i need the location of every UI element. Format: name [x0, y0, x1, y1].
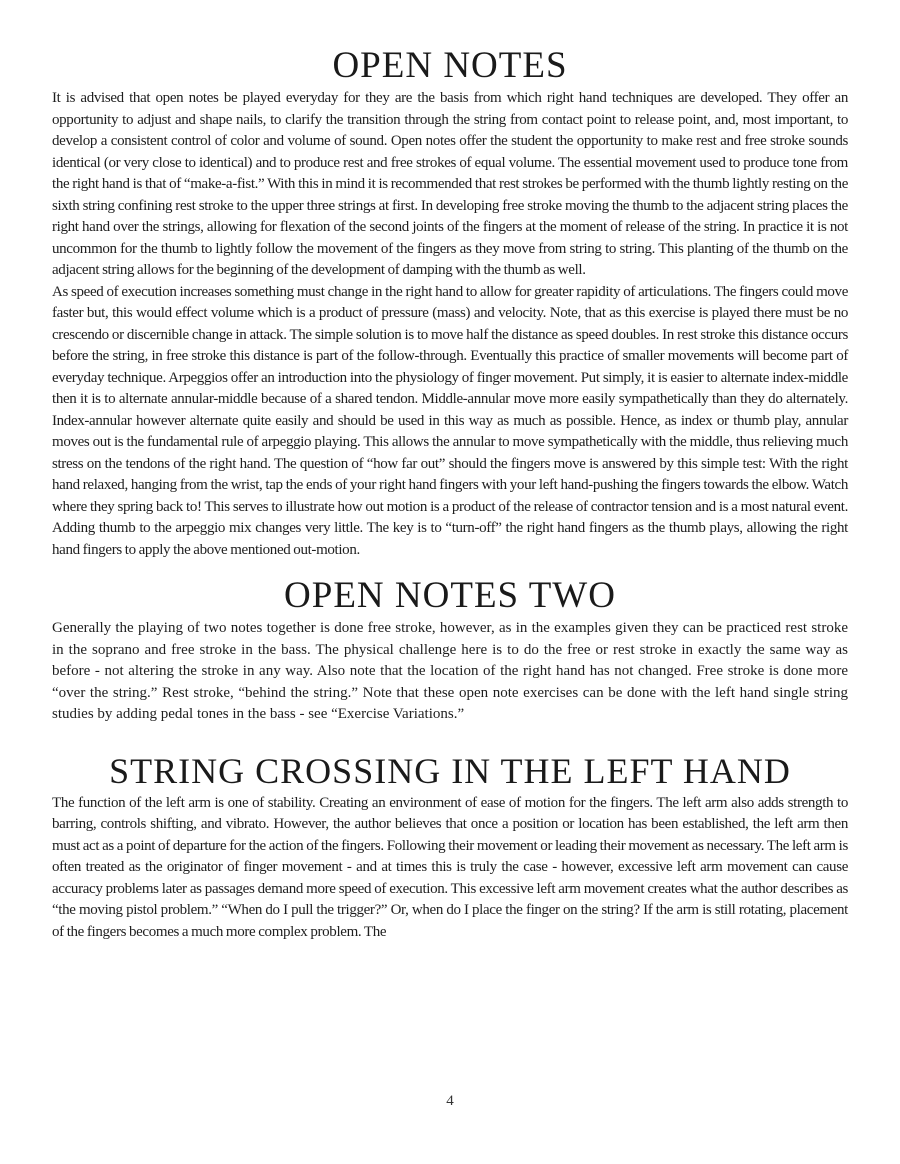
section-heading-string-crossing: STRING CROSSING IN THE LEFT HAND: [109, 750, 791, 791]
paragraph-open-notes-2: As speed of execution increases something must change in the right hand to allow for greater rapidity of articulations. The fingers could move faster but, this would effect volume which is a product of pressure (mass) and velocity. Note, that as this exercise is played there must be no crescendo or discernible change in attack. The simple solution is to move half the distance as speed doubles. In rest stroke this distance occurs before the string, in free stroke this distance is part of the follow-through. Eventually this practice of smaller movements will become part of everyday technique. Arpeggios offer an introduction into the physiology of finger movement. Put simply, it is easier to alternate index-middle then it is to alternate annular-middle because of a shared tendon. Middle-annular move more easily sympathetically than they do alternately. Index-annular however alternate quite easily and should be used in this way as much as possible. Hence, as index or thumb play, annular moves out is the fundamental rule of arpeggio playing. This allows the annular to move sympathetically with the middle, thus relieving much stress on the tendons of the right hand. The question of “how far out” should the fingers move is answered by this simple test: With the right hand relaxed, hanging from the wrist, tap the ends of your right hand fingers with your left hand-pushing the fingers towards the elbow. Watch where they spring back to! This serves to illustrate how out motion is a product of the release of contractor tension and is a most natural event. Adding thumb to the arpeggio mix changes very little. The key is to “turn-off” the right hand fingers as the thumb plays, allowing the right hand fingers to apply the above mentioned out-motion.: [52, 283, 848, 558]
section-heading-open-notes-two: OPEN NOTES TWO: [284, 575, 616, 616]
paragraph-string-crossing-1: The function of the left arm is one of stability. Creating an environment of ease of motion for the fingers. The left arm also adds strength to barring, controls shifting, and vibrato. However, the author believes that once a position or location has been established, the left arm then must act as a point of departure for the action of the fingers. Following their movement or leading their movement as necessary. The left arm is often treated as the originator of finger movement - and at times this is truly the case - however, excessive left arm movement can cause accuracy problems later as passages demand more speed of execution. This excessive left arm movement creates what the author describes as “the moving pistol problem.” “When do I pull the trigger?” Or, when do I place the finger on the string? If the arm is still rotating, placement of the fingers becomes a much more complex problem. The: [52, 794, 848, 940]
paragraph-open-notes-1: It is advised that open notes be played everyday for they are the basis from which right hand techniques are developed. They offer an opportunity to adjust and shape nails, to clarify the transition through the string from contact point to release point, and, most important, to develop a consistent control of color and volume of sound. Open notes offer the student the opportunity to make rest and free stroke sounds identical (or very close to identical) and to produce rest and free strokes of equal volume. The essential movement used to produce tone from the right hand is that of “make-a-fist.” With this in mind it is recommended that rest strokes be performed with the thumb lightly resting on the sixth string confining rest stroke to the upper three strings at first. In developing free stroke moving the thumb to the adjacent string places the right hand over the strings, allowing for flexation of the second joints of the fingers at the moment of release of the string. In practice it is not uncommon for the thumb to lightly follow the movement of the fingers as they move from string to string. This planting of the thumb on the adjacent string allows for the beginning of the development of damping with the thumb as well.: [52, 90, 848, 278]
section-heading-open-notes: OPEN NOTES: [332, 45, 568, 86]
page-number: 4: [446, 1093, 454, 1109]
paragraph-open-notes-two-1: Generally the playing of two notes together is done free stroke, however, as in the examples given they can be practiced rest stroke in the soprano and free stroke in the bass. The physical challenge here is to do the free or rest stroke in exactly the same way as before - not altering the stroke in any way. Also note that the location of the right hand has not changed. Free stroke is done more “over the string.” Rest stroke, “behind the string.” Note that these open note exercises can be done with the left hand single string studies by adding pedal tones in the bass - see “Exercise Variations.”: [52, 620, 848, 722]
